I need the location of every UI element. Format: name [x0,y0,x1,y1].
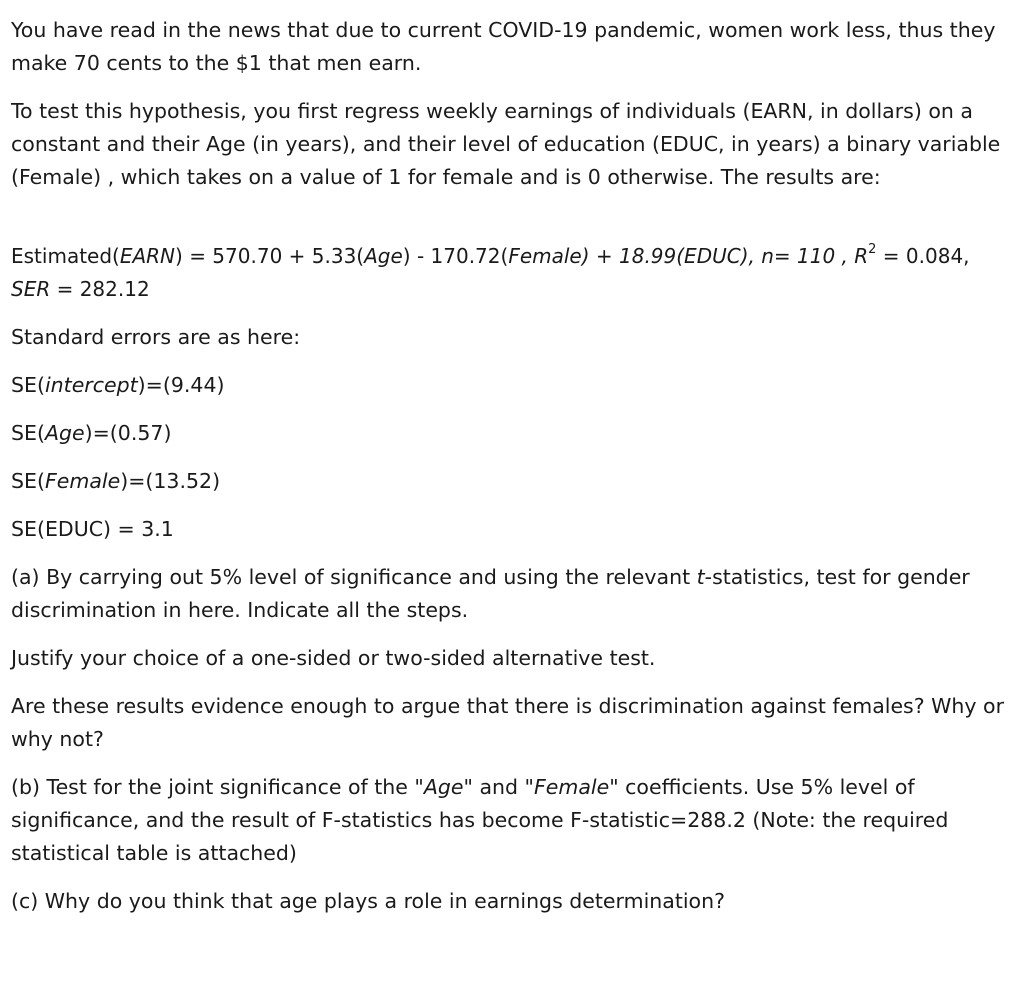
eq-ser-var: SER [11,277,51,301]
se-female [11,465,1006,498]
eq-part1: ) = 570.70 + 5.33( [175,244,365,268]
eq-r2-exponent: 2 [868,242,877,258]
eq-estimated-label: Estimated( [11,244,120,268]
question-a-evidence: Are these results evidence enough to argue that there is discrimination against females? Why or why not? [11,694,1005,751]
qb-post: coefficients. Use 5% level of significance, and the result of F-statistics has become F-statistic=288.2 (Note: the required statistical table is attached) [11,775,949,865]
se-female-var: Female [44,469,121,493]
question-a-justify: Justify your choice of a one-sided or two-sided alternative test. [11,646,656,670]
question-a [11,561,1006,627]
regression-equation [11,240,1006,306]
question-c: (c) Why do you think that age plays a role in earnings determination? [11,889,725,913]
se-intercept-post: )=(9.44) [137,373,225,397]
se-intro: Standard errors are as here: [11,325,301,349]
se-educ: SE(EDUC) = 3.1 [11,517,174,541]
eq-part4: = 282.12 [50,277,150,301]
qb-mid: and " [472,775,534,799]
eq-age-var: Age [364,244,403,268]
question-b [11,771,1006,870]
se-intercept-var: intercept [44,373,138,397]
qb-female-quoted: Female" [533,775,619,799]
intro-paragraph: You have read in the news that due to current COVID-19 pandemic, women work less, thus they make 70 cents to the $1 that men earn. [11,18,996,75]
eq-part3: = 0.084, [876,244,970,268]
qb-age-quoted: "Age" [414,775,473,799]
se-age [11,417,1006,450]
se-intercept-pre: SE( [11,373,45,397]
qa-post: -statistics, test for gender discrimination in here. Indicate all the steps. [11,565,970,622]
se-age-pre: SE( [11,421,45,445]
qa-t-var: t [696,565,705,589]
se-age-var: Age [44,421,85,445]
test-intro-paragraph: To test this hypothesis, you first regress weekly earnings of individuals (EARN, in dollars) on a constant and their Age (in years), and their level of education (EDUC, in years) a binary variable (Female) , which takes on a value of 1 for female and is 0 otherwise. The results are: [11,99,1001,189]
eq-female-term: Female) + 18.99(EDUC), n= 110 , R [508,244,869,268]
eq-part2: ) - 170.72( [402,244,509,268]
se-female-pre: SE( [11,469,45,493]
se-intercept [11,369,1006,402]
se-age-post: )=(0.57) [84,421,172,445]
qb-pre: (b) Test for the joint significance of the [11,775,415,799]
qa-pre: (a) By carrying out 5% level of significance and using the relevant [11,565,697,589]
problem-document [11,14,1006,918]
se-female-post: )=(13.52) [120,469,221,493]
eq-earn-var: EARN [119,244,176,268]
